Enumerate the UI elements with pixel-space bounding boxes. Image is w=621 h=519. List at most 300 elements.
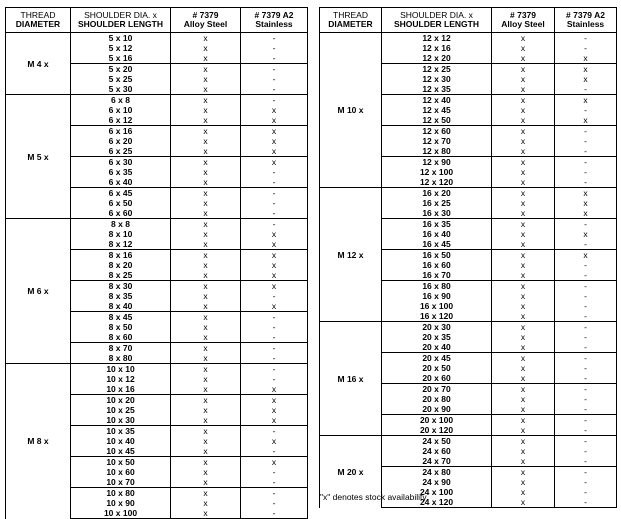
shoulder-size-cell: 10 x 45: [71, 446, 171, 457]
alloy-stock-cell: x: [171, 405, 241, 415]
stainless-stock-cell: -: [241, 219, 308, 230]
stainless-stock-cell: -: [241, 477, 308, 488]
thread-diameter-cell: M 16 x: [320, 322, 382, 436]
shoulder-size-cell: 6 x 40: [71, 177, 171, 188]
shoulder-size-cell: 24 x 60: [382, 446, 492, 456]
shoulder-size-cell: 5 x 20: [71, 64, 171, 75]
stainless-stock-cell: -: [555, 136, 617, 146]
stainless-stock-cell: -: [555, 177, 617, 188]
alloy-stock-cell: x: [171, 208, 241, 219]
stainless-stock-cell: x: [241, 115, 308, 126]
shoulder-size-cell: 10 x 100: [71, 508, 171, 519]
alloy-stock-cell: x: [171, 353, 241, 364]
alloy-stock-cell: x: [492, 33, 555, 44]
shoulder-size-cell: 8 x 45: [71, 312, 171, 323]
stock-footnote: "x" denotes stock availability: [320, 492, 427, 502]
stainless-stock-cell: x: [241, 157, 308, 168]
shoulder-size-cell: 10 x 40: [71, 436, 171, 446]
shoulder-size-cell: 6 x 45: [71, 188, 171, 199]
shoulder-size-cell: 10 x 12: [71, 374, 171, 384]
shoulder-size-cell: 12 x 45: [382, 105, 492, 115]
stainless-stock-cell: x: [241, 281, 308, 292]
header-thread-diameter: THREAD DIAMETER: [320, 8, 382, 33]
stainless-stock-cell: -: [555, 33, 617, 44]
shoulder-size-cell: 12 x 25: [382, 64, 492, 75]
header-thread-diameter: THREAD DIAMETER: [6, 8, 71, 33]
shoulder-size-cell: 6 x 10: [71, 105, 171, 115]
shoulder-size-cell: 12 x 120: [382, 177, 492, 188]
alloy-stock-cell: x: [492, 250, 555, 261]
alloy-stock-cell: x: [492, 425, 555, 436]
shoulder-size-cell: 6 x 30: [71, 157, 171, 168]
alloy-stock-cell: x: [171, 457, 241, 468]
alloy-stock-cell: x: [492, 467, 555, 478]
stainless-stock-cell: -: [555, 446, 617, 456]
shoulder-size-cell: 5 x 16: [71, 53, 171, 64]
stainless-stock-cell: x: [555, 74, 617, 84]
alloy-stock-cell: x: [492, 436, 555, 447]
alloy-stock-cell: x: [171, 126, 241, 137]
alloy-stock-cell: x: [171, 332, 241, 343]
shoulder-size-cell: 20 x 50: [382, 363, 492, 373]
stainless-stock-cell: -: [555, 487, 617, 497]
alloy-stock-cell: x: [492, 84, 555, 95]
table-row: [6, 364, 308, 375]
shoulder-size-cell: 24 x 50: [382, 436, 492, 447]
stainless-stock-cell: -: [241, 467, 308, 477]
table-row: [6, 95, 308, 106]
shoulder-size-cell: 5 x 10: [71, 33, 171, 44]
shoulder-size-cell: 6 x 16: [71, 126, 171, 137]
alloy-stock-cell: x: [171, 43, 241, 53]
shoulder-size-cell: 16 x 45: [382, 239, 492, 250]
stainless-stock-cell: -: [555, 456, 617, 467]
alloy-stock-cell: x: [171, 167, 241, 177]
stainless-stock-cell: x: [555, 53, 617, 64]
alloy-stock-cell: x: [492, 74, 555, 84]
stainless-stock-cell: -: [555, 353, 617, 364]
alloy-stock-cell: x: [492, 291, 555, 301]
alloy-stock-cell: x: [492, 311, 555, 322]
alloy-stock-cell: x: [171, 250, 241, 261]
alloy-stock-cell: x: [492, 270, 555, 281]
stainless-stock-cell: x: [241, 384, 308, 395]
shoulder-size-cell: 10 x 50: [71, 457, 171, 468]
stainless-stock-cell: x: [241, 239, 308, 250]
alloy-stock-cell: x: [171, 436, 241, 446]
stainless-stock-cell: x: [241, 415, 308, 426]
shoulder-size-cell: 16 x 80: [382, 281, 492, 292]
stainless-stock-cell: -: [241, 167, 308, 177]
shoulder-size-cell: 20 x 70: [382, 384, 492, 395]
alloy-stock-cell: x: [492, 198, 555, 208]
stainless-stock-cell: -: [555, 291, 617, 301]
shoulder-size-cell: 10 x 60: [71, 467, 171, 477]
shoulder-size-cell: 10 x 90: [71, 498, 171, 508]
stainless-stock-cell: -: [241, 188, 308, 199]
shoulder-size-cell: 8 x 70: [71, 343, 171, 354]
stainless-stock-cell: x: [241, 270, 308, 281]
alloy-stock-cell: x: [492, 456, 555, 467]
shoulder-size-cell: 16 x 30: [382, 208, 492, 219]
stainless-stock-cell: x: [555, 188, 617, 199]
alloy-stock-cell: x: [492, 301, 555, 311]
stainless-stock-cell: -: [555, 281, 617, 292]
header-shoulder: SHOULDER DIA. x SHOULDER LENGTH: [382, 8, 492, 33]
stainless-stock-cell: x: [241, 457, 308, 468]
alloy-stock-cell: x: [492, 446, 555, 456]
alloy-stock-cell: x: [492, 353, 555, 364]
table-row: [320, 436, 617, 447]
thread-diameter-cell: M 4 x: [6, 33, 71, 95]
alloy-stock-cell: x: [492, 363, 555, 373]
alloy-stock-cell: x: [171, 343, 241, 354]
alloy-stock-cell: x: [171, 312, 241, 323]
alloy-stock-cell: x: [171, 291, 241, 301]
stainless-stock-cell: -: [241, 343, 308, 354]
stainless-stock-cell: x: [555, 208, 617, 219]
stainless-stock-cell: -: [241, 291, 308, 301]
header-stainless: # 7379 A2 Stainless: [241, 8, 308, 33]
shoulder-size-cell: 20 x 80: [382, 394, 492, 404]
alloy-stock-cell: x: [171, 105, 241, 115]
shoulder-size-cell: 6 x 8: [71, 95, 171, 106]
table-header-row: [320, 8, 617, 33]
thread-diameter-cell: M 12 x: [320, 188, 382, 322]
shoulder-size-cell: 10 x 25: [71, 405, 171, 415]
alloy-stock-cell: x: [492, 219, 555, 230]
shoulder-size-cell: 20 x 90: [382, 404, 492, 415]
shoulder-size-cell: 20 x 35: [382, 332, 492, 342]
stainless-stock-cell: x: [555, 229, 617, 239]
stainless-stock-cell: -: [555, 363, 617, 373]
alloy-stock-cell: x: [492, 373, 555, 384]
stainless-stock-cell: -: [555, 436, 617, 447]
shoulder-size-cell: 12 x 20: [382, 53, 492, 64]
shoulder-size-cell: 24 x 80: [382, 467, 492, 478]
alloy-stock-cell: x: [171, 281, 241, 292]
alloy-stock-cell: x: [492, 404, 555, 415]
alloy-stock-cell: x: [171, 301, 241, 312]
stainless-stock-cell: x: [555, 115, 617, 126]
alloy-stock-cell: x: [171, 229, 241, 239]
stainless-stock-cell: -: [555, 301, 617, 311]
alloy-stock-cell: x: [492, 95, 555, 106]
stainless-stock-cell: -: [555, 322, 617, 333]
stainless-stock-cell: -: [241, 374, 308, 384]
alloy-stock-cell: x: [492, 332, 555, 342]
stainless-stock-cell: -: [555, 394, 617, 404]
alloy-stock-cell: x: [492, 126, 555, 137]
shoulder-size-cell: 12 x 50: [382, 115, 492, 126]
alloy-stock-cell: x: [492, 188, 555, 199]
stainless-stock-cell: -: [555, 342, 617, 353]
shoulder-size-cell: 12 x 70: [382, 136, 492, 146]
thread-diameter-cell: M 10 x: [320, 33, 382, 188]
stainless-stock-cell: -: [555, 260, 617, 270]
shoulder-size-cell: 20 x 40: [382, 342, 492, 353]
shoulder-size-cell: 10 x 20: [71, 395, 171, 406]
shoulder-size-cell: 8 x 35: [71, 291, 171, 301]
shoulder-size-cell: 5 x 25: [71, 74, 171, 84]
alloy-stock-cell: x: [492, 281, 555, 292]
stainless-stock-cell: -: [555, 157, 617, 168]
alloy-stock-cell: x: [492, 208, 555, 219]
stainless-stock-cell: x: [241, 405, 308, 415]
shoulder-size-cell: 8 x 16: [71, 250, 171, 261]
alloy-stock-cell: x: [171, 426, 241, 437]
alloy-stock-cell: x: [171, 53, 241, 64]
shoulder-size-cell: 20 x 60: [382, 373, 492, 384]
stainless-stock-cell: -: [555, 384, 617, 395]
alloy-stock-cell: x: [171, 364, 241, 375]
alloy-stock-cell: x: [492, 497, 555, 508]
shoulder-size-cell: 6 x 25: [71, 146, 171, 157]
alloy-stock-cell: x: [171, 467, 241, 477]
table-row: [320, 33, 617, 44]
stainless-stock-cell: x: [241, 146, 308, 157]
stainless-stock-cell: -: [241, 332, 308, 343]
header-stainless: # 7379 A2 Stainless: [555, 8, 617, 33]
alloy-stock-cell: x: [492, 64, 555, 75]
shoulder-size-cell: 6 x 50: [71, 198, 171, 208]
stainless-stock-cell: -: [555, 219, 617, 230]
alloy-stock-cell: x: [492, 322, 555, 333]
shoulder-size-cell: 6 x 60: [71, 208, 171, 219]
stainless-stock-cell: -: [555, 311, 617, 322]
shoulder-size-cell: 5 x 30: [71, 84, 171, 95]
stainless-stock-cell: -: [241, 446, 308, 457]
stainless-stock-cell: -: [555, 373, 617, 384]
table-row: [320, 188, 617, 199]
alloy-stock-cell: x: [171, 446, 241, 457]
stainless-stock-cell: x: [555, 64, 617, 75]
stainless-stock-cell: -: [241, 353, 308, 364]
table-header-row: [6, 8, 308, 33]
alloy-stock-cell: x: [171, 395, 241, 406]
shoulder-size-cell: 8 x 25: [71, 270, 171, 281]
stainless-stock-cell: -: [241, 498, 308, 508]
stainless-stock-cell: x: [555, 95, 617, 106]
shoulder-size-cell: 8 x 30: [71, 281, 171, 292]
stainless-stock-cell: -: [241, 426, 308, 437]
alloy-stock-cell: x: [492, 342, 555, 353]
shoulder-size-cell: 12 x 16: [382, 43, 492, 53]
alloy-stock-cell: x: [492, 415, 555, 426]
stainless-stock-cell: -: [241, 33, 308, 44]
shoulder-size-cell: 12 x 40: [382, 95, 492, 106]
alloy-stock-cell: x: [171, 74, 241, 84]
alloy-stock-cell: x: [171, 488, 241, 499]
alloy-stock-cell: x: [492, 43, 555, 53]
shoulder-size-cell: 16 x 35: [382, 219, 492, 230]
shoulder-size-cell: 12 x 80: [382, 146, 492, 157]
stainless-stock-cell: -: [241, 364, 308, 375]
alloy-stock-cell: x: [171, 498, 241, 508]
alloy-stock-cell: x: [171, 239, 241, 250]
alloy-stock-cell: x: [492, 229, 555, 239]
alloy-stock-cell: x: [492, 394, 555, 404]
stainless-stock-cell: -: [241, 84, 308, 95]
alloy-stock-cell: x: [171, 95, 241, 106]
stainless-stock-cell: -: [555, 415, 617, 426]
shoulder-size-cell: 16 x 120: [382, 311, 492, 322]
alloy-stock-cell: x: [171, 115, 241, 126]
alloy-stock-cell: x: [171, 64, 241, 75]
shoulder-size-cell: 8 x 10: [71, 229, 171, 239]
shoulder-size-cell: 20 x 30: [382, 322, 492, 333]
shoulder-size-cell: 24 x 100: [382, 487, 492, 497]
alloy-stock-cell: x: [171, 157, 241, 168]
stainless-stock-cell: -: [555, 146, 617, 157]
stainless-stock-cell: -: [555, 467, 617, 478]
shoulder-size-cell: 16 x 25: [382, 198, 492, 208]
stainless-stock-cell: -: [241, 312, 308, 323]
shoulder-size-cell: 8 x 12: [71, 239, 171, 250]
shoulder-size-cell: 8 x 60: [71, 332, 171, 343]
header-shoulder: SHOULDER DIA. x SHOULDER LENGTH: [71, 8, 171, 33]
shoulder-size-cell: 10 x 16: [71, 384, 171, 395]
alloy-stock-cell: x: [492, 167, 555, 177]
shoulder-size-cell: 8 x 8: [71, 219, 171, 230]
shoulder-size-cell: 8 x 20: [71, 260, 171, 270]
alloy-stock-cell: x: [492, 115, 555, 126]
stainless-stock-cell: x: [241, 301, 308, 312]
stainless-stock-cell: -: [241, 95, 308, 106]
left-spec-table: [5, 7, 308, 519]
alloy-stock-cell: x: [171, 374, 241, 384]
stainless-stock-cell: x: [241, 126, 308, 137]
shoulder-size-cell: 20 x 100: [382, 415, 492, 426]
shoulder-size-cell: 24 x 120: [382, 497, 492, 508]
alloy-stock-cell: x: [492, 157, 555, 168]
shoulder-size-cell: 8 x 80: [71, 353, 171, 364]
stainless-stock-cell: -: [555, 270, 617, 281]
stainless-stock-cell: -: [241, 177, 308, 188]
alloy-stock-cell: x: [171, 146, 241, 157]
shoulder-size-cell: 16 x 40: [382, 229, 492, 239]
shoulder-size-cell: 6 x 12: [71, 115, 171, 126]
stainless-stock-cell: x: [241, 136, 308, 146]
stainless-stock-cell: -: [555, 497, 617, 508]
alloy-stock-cell: x: [492, 53, 555, 64]
alloy-stock-cell: x: [171, 84, 241, 95]
header-alloy-steel: # 7379 Alloy Steel: [171, 8, 241, 33]
alloy-stock-cell: x: [492, 384, 555, 395]
thread-diameter-cell: M 6 x: [6, 219, 71, 364]
shoulder-size-cell: 16 x 90: [382, 291, 492, 301]
alloy-stock-cell: x: [492, 177, 555, 188]
shoulder-size-cell: 12 x 12: [382, 33, 492, 44]
shoulder-size-cell: 24 x 90: [382, 477, 492, 487]
alloy-stock-cell: x: [171, 177, 241, 188]
stainless-stock-cell: -: [241, 74, 308, 84]
header-alloy-steel: # 7379 Alloy Steel: [492, 8, 555, 33]
stainless-stock-cell: x: [241, 436, 308, 446]
alloy-stock-cell: x: [492, 136, 555, 146]
alloy-stock-cell: x: [171, 188, 241, 199]
alloy-stock-cell: x: [171, 219, 241, 230]
shoulder-size-cell: 20 x 120: [382, 425, 492, 436]
shoulder-size-cell: 16 x 100: [382, 301, 492, 311]
table-row: [6, 33, 308, 44]
stainless-stock-cell: -: [555, 84, 617, 95]
stainless-stock-cell: -: [555, 126, 617, 137]
alloy-stock-cell: x: [171, 477, 241, 488]
alloy-stock-cell: x: [492, 239, 555, 250]
stainless-stock-cell: x: [555, 198, 617, 208]
shoulder-size-cell: 12 x 100: [382, 167, 492, 177]
alloy-stock-cell: x: [171, 415, 241, 426]
shoulder-size-cell: 5 x 12: [71, 43, 171, 53]
shoulder-size-cell: 12 x 30: [382, 74, 492, 84]
stainless-stock-cell: -: [241, 53, 308, 64]
shoulder-size-cell: 20 x 45: [382, 353, 492, 364]
stainless-stock-cell: -: [241, 43, 308, 53]
alloy-stock-cell: x: [171, 384, 241, 395]
stainless-stock-cell: -: [241, 198, 308, 208]
stainless-stock-cell: x: [241, 229, 308, 239]
alloy-stock-cell: x: [171, 508, 241, 519]
shoulder-size-cell: 6 x 20: [71, 136, 171, 146]
stainless-stock-cell: -: [555, 477, 617, 487]
alloy-stock-cell: x: [492, 105, 555, 115]
alloy-stock-cell: x: [171, 33, 241, 44]
stainless-stock-cell: x: [241, 250, 308, 261]
shoulder-size-cell: 8 x 40: [71, 301, 171, 312]
alloy-stock-cell: x: [171, 270, 241, 281]
shoulder-size-cell: 16 x 20: [382, 188, 492, 199]
shoulder-size-cell: 10 x 30: [71, 415, 171, 426]
alloy-stock-cell: x: [171, 198, 241, 208]
stainless-stock-cell: -: [555, 239, 617, 250]
stainless-stock-cell: x: [555, 250, 617, 261]
alloy-stock-cell: x: [492, 487, 555, 497]
alloy-stock-cell: x: [492, 260, 555, 270]
alloy-stock-cell: x: [171, 260, 241, 270]
shoulder-size-cell: 10 x 70: [71, 477, 171, 488]
shoulder-size-cell: 10 x 10: [71, 364, 171, 375]
shoulder-size-cell: 24 x 70: [382, 456, 492, 467]
table-row: [6, 219, 308, 230]
stainless-stock-cell: -: [555, 425, 617, 436]
alloy-stock-cell: x: [171, 322, 241, 332]
stainless-stock-cell: -: [555, 167, 617, 177]
shoulder-size-cell: 12 x 35: [382, 84, 492, 95]
stainless-stock-cell: x: [241, 260, 308, 270]
shoulder-size-cell: 16 x 70: [382, 270, 492, 281]
shoulder-size-cell: 16 x 60: [382, 260, 492, 270]
stainless-stock-cell: -: [241, 322, 308, 332]
stainless-stock-cell: -: [555, 43, 617, 53]
stainless-stock-cell: -: [555, 105, 617, 115]
shoulder-size-cell: 12 x 90: [382, 157, 492, 168]
alloy-stock-cell: x: [492, 146, 555, 157]
thread-diameter-cell: M 8 x: [6, 364, 71, 519]
alloy-stock-cell: x: [492, 477, 555, 487]
shoulder-size-cell: 10 x 80: [71, 488, 171, 499]
stainless-stock-cell: -: [241, 508, 308, 519]
shoulder-size-cell: 10 x 35: [71, 426, 171, 437]
thread-diameter-cell: M 5 x: [6, 95, 71, 219]
stainless-stock-cell: x: [241, 105, 308, 115]
table-row: [320, 322, 617, 333]
shoulder-size-cell: 6 x 35: [71, 167, 171, 177]
right-spec-table: [319, 7, 617, 508]
thread-diameter-cell: M 20 x: [320, 436, 382, 508]
shoulder-size-cell: 12 x 60: [382, 126, 492, 137]
alloy-stock-cell: x: [171, 136, 241, 146]
